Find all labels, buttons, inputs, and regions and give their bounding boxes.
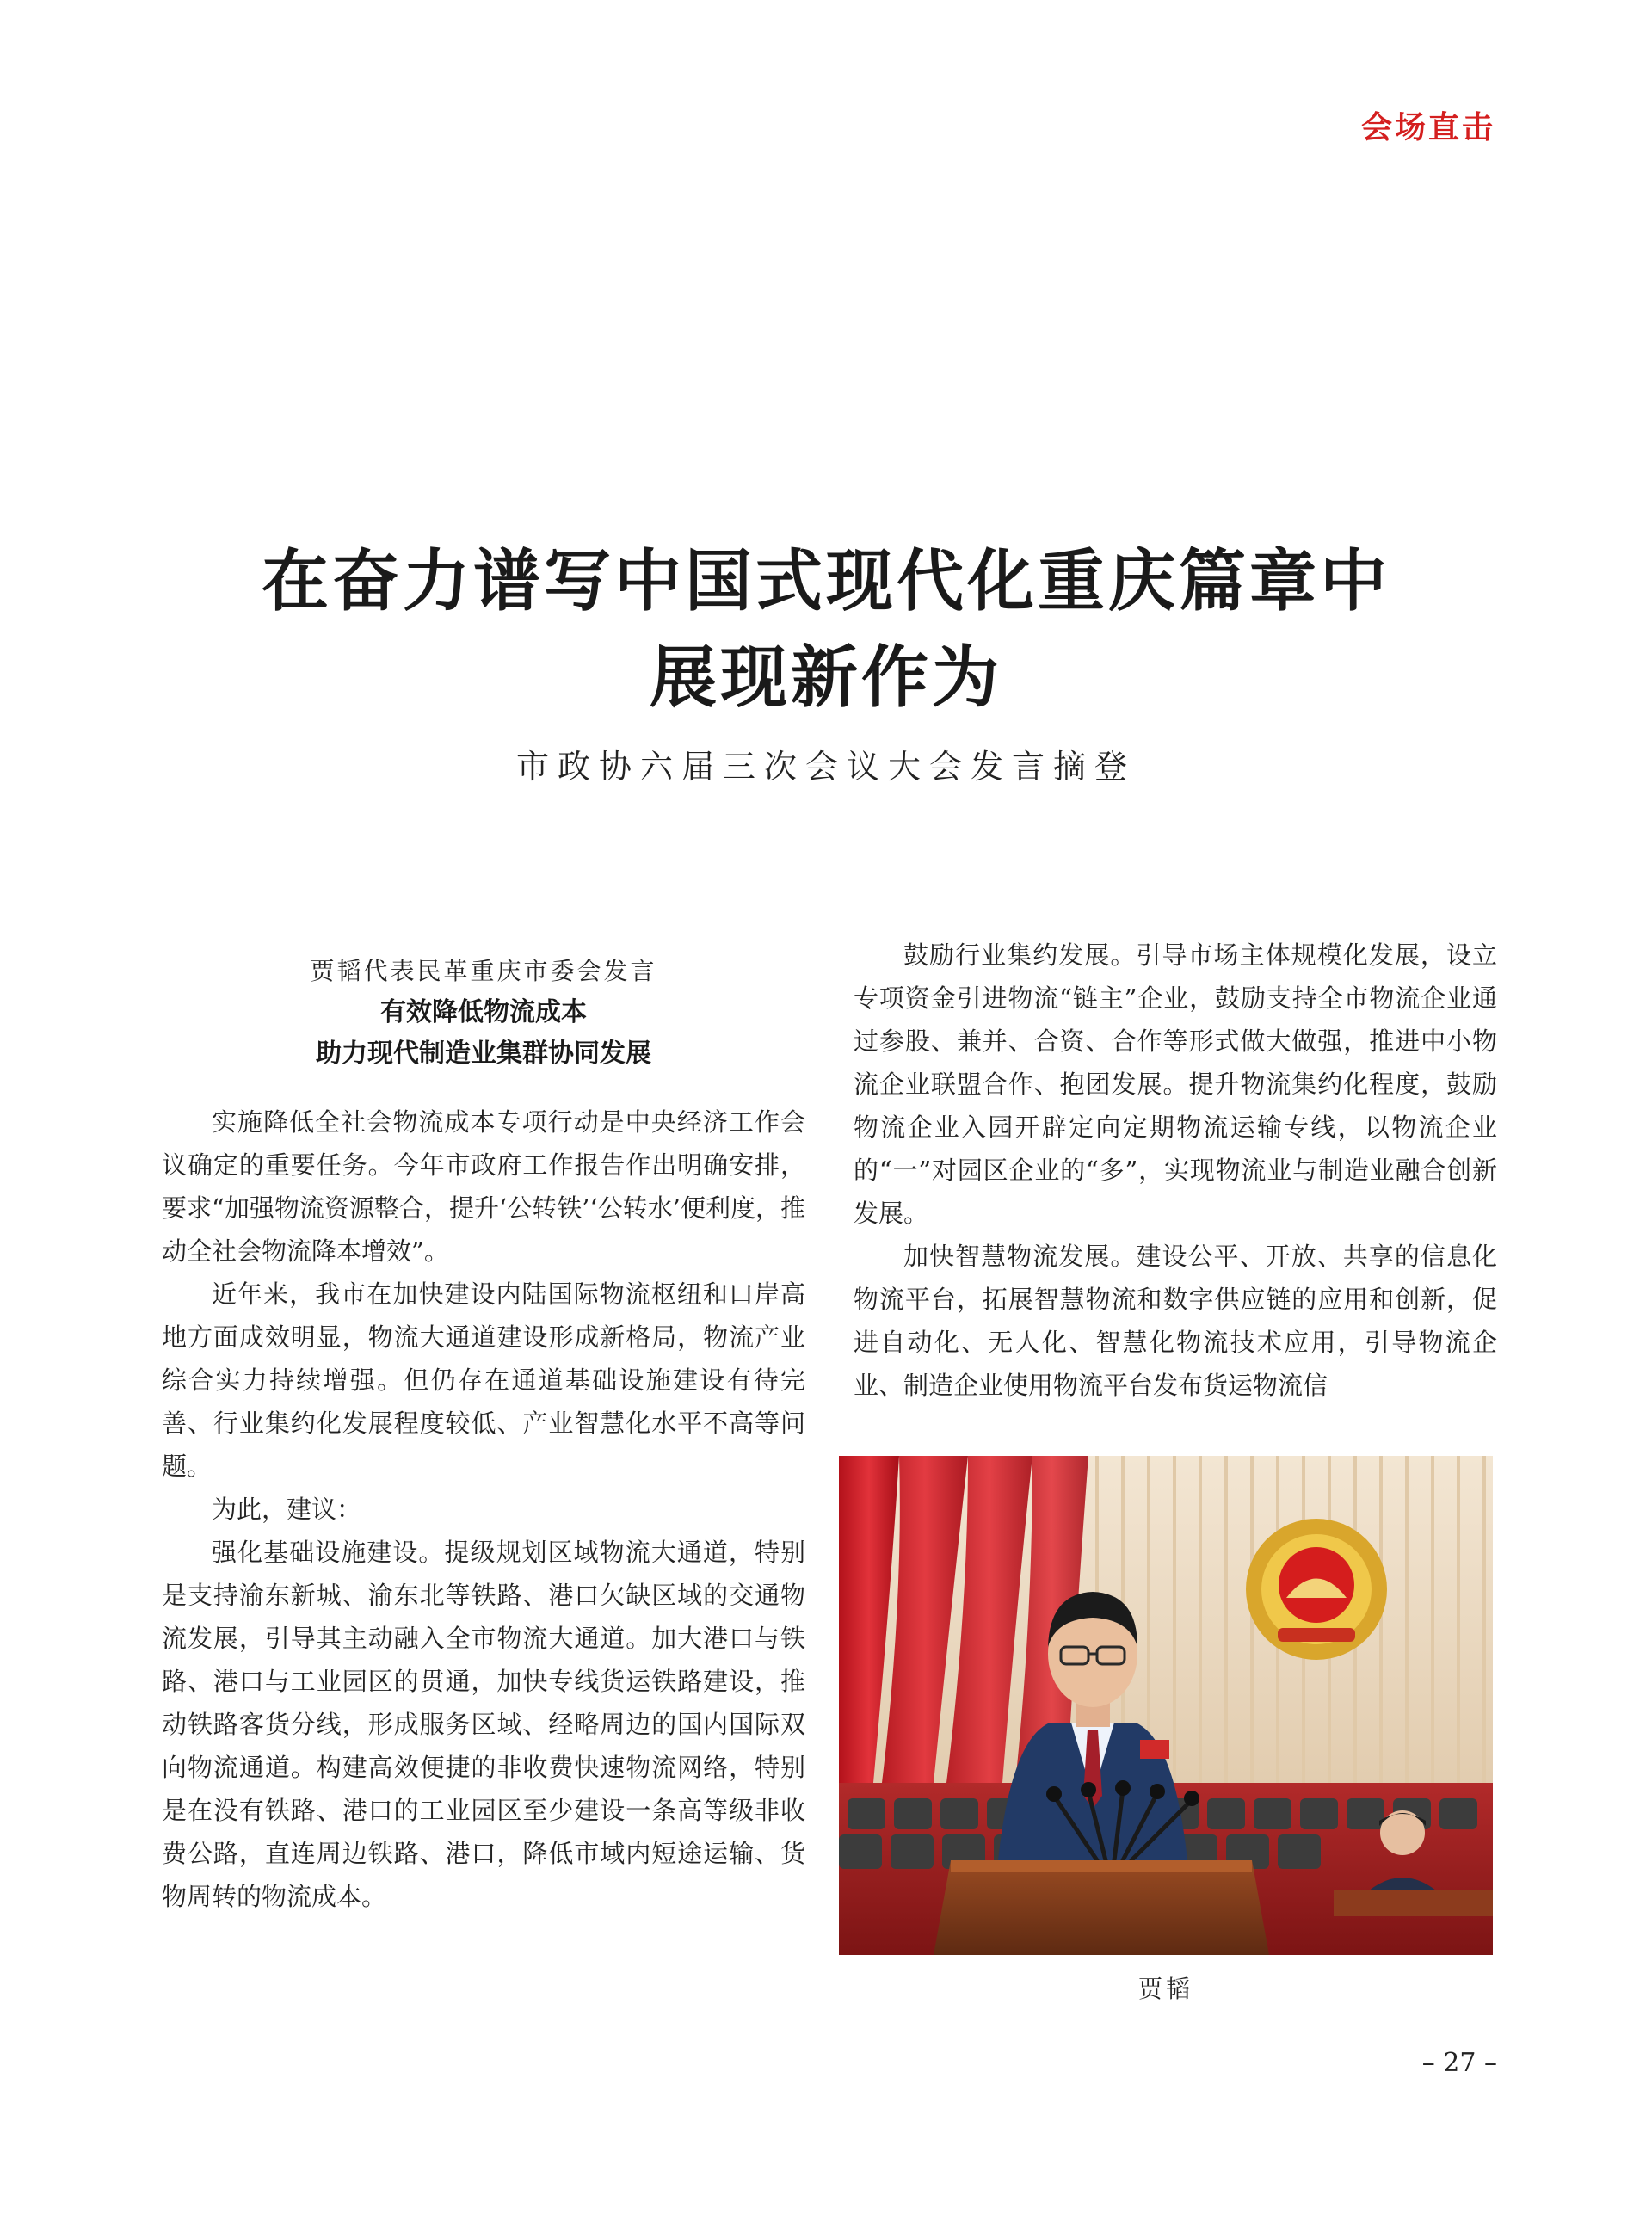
body-paragraph: 鼓励行业集约发展。引导市场主体规模化发展，设立专项资金引进物流“链主”企业，鼓励支持全市物流企业通过参股、兼并、合资、合作等形式做大做强，推进中小物流企业联盟合作、抱团发展。提升物流集约化程度，鼓励物流企业入园开辟定向定期物流运输专线，以物流企业的“一”对园区企业的“多”，实现物流业与制造业融合创新发展。 bbox=[854, 940, 1497, 1228]
body-paragraph: 为此，建议： bbox=[212, 1495, 362, 1524]
left-column bbox=[162, 951, 805, 1918]
body-paragraph: 实施降低全社会物流成本专项行动是中央经济工作会议确定的重要任务。今年市政府工作报告作出明确安排，要求“加强物流资源整合，提升‘公转铁’‘公转水’便利度，推动全社会物流降本增效”。 bbox=[162, 1107, 805, 1266]
title-line-1: 在奋力谱写中国式现代化重庆篇章中 bbox=[261, 543, 1390, 620]
speech-headline-2: 助力现代制造业集群协同发展 bbox=[316, 1039, 651, 1069]
photo-caption: 贾韬 bbox=[1137, 1975, 1193, 2003]
body-paragraph: 近年来，我市在加快建设内陆国际物流枢纽和口岸高地方面成效明显，物流大通道建设形成新格局，物流产业综合实力持续增强。但仍存在通道基础设施建设有待完善、行业集约化发展程度较低、产业智慧化水平不高等问题。 bbox=[162, 1279, 805, 1481]
speaker-photo-illustration bbox=[839, 1456, 1493, 1955]
right-column bbox=[854, 934, 1497, 1407]
speech-headline-1: 有效降低物流成本 bbox=[380, 997, 587, 1027]
page-subtitle: 市政协六届三次会议大会发言摘登 bbox=[515, 748, 1136, 786]
body-paragraph: 加快智慧物流发展。建设公平、开放、共享的信息化物流平台，拓展智慧物流和数字供应链的应用和创新，促进自动化、无人化、智慧化物流技术应用，引导物流企业、制造企业使用物流平台发布货运物流信 bbox=[854, 1242, 1497, 1400]
page-number: – 27 – bbox=[1421, 2048, 1497, 2078]
speaker-line: 贾韬代表民革重庆市委会发言 bbox=[310, 957, 657, 985]
section-tag: 会场直击 bbox=[1360, 110, 1495, 145]
emblem-icon bbox=[1246, 1519, 1387, 1660]
title-line-2: 展现新作为 bbox=[649, 639, 1002, 717]
body-paragraph: 强化基础设施建设。提级规划区域物流大通道，特别是支持渝东新城、渝东北等铁路、港口欠缺区域的交通物流发展，引导其主动融入全市物流大通道。加大港口与铁路、港口与工业园区的贯通，加快专线货运铁路建设，推动铁路客货分线，形成服务区域、经略周边的国内国际双向物流通道。构建高效便捷的非收费快速物流网络，特别是在没有铁路、港口的工业园区至少建设一条高等级非收费公路，直连周边铁路、港口，降低市域内短途运输、货物周转的物流成本。 bbox=[162, 1538, 805, 1911]
page-title bbox=[0, 533, 1652, 726]
podium bbox=[934, 1860, 1269, 1955]
speaker-photo bbox=[839, 1456, 1493, 1955]
